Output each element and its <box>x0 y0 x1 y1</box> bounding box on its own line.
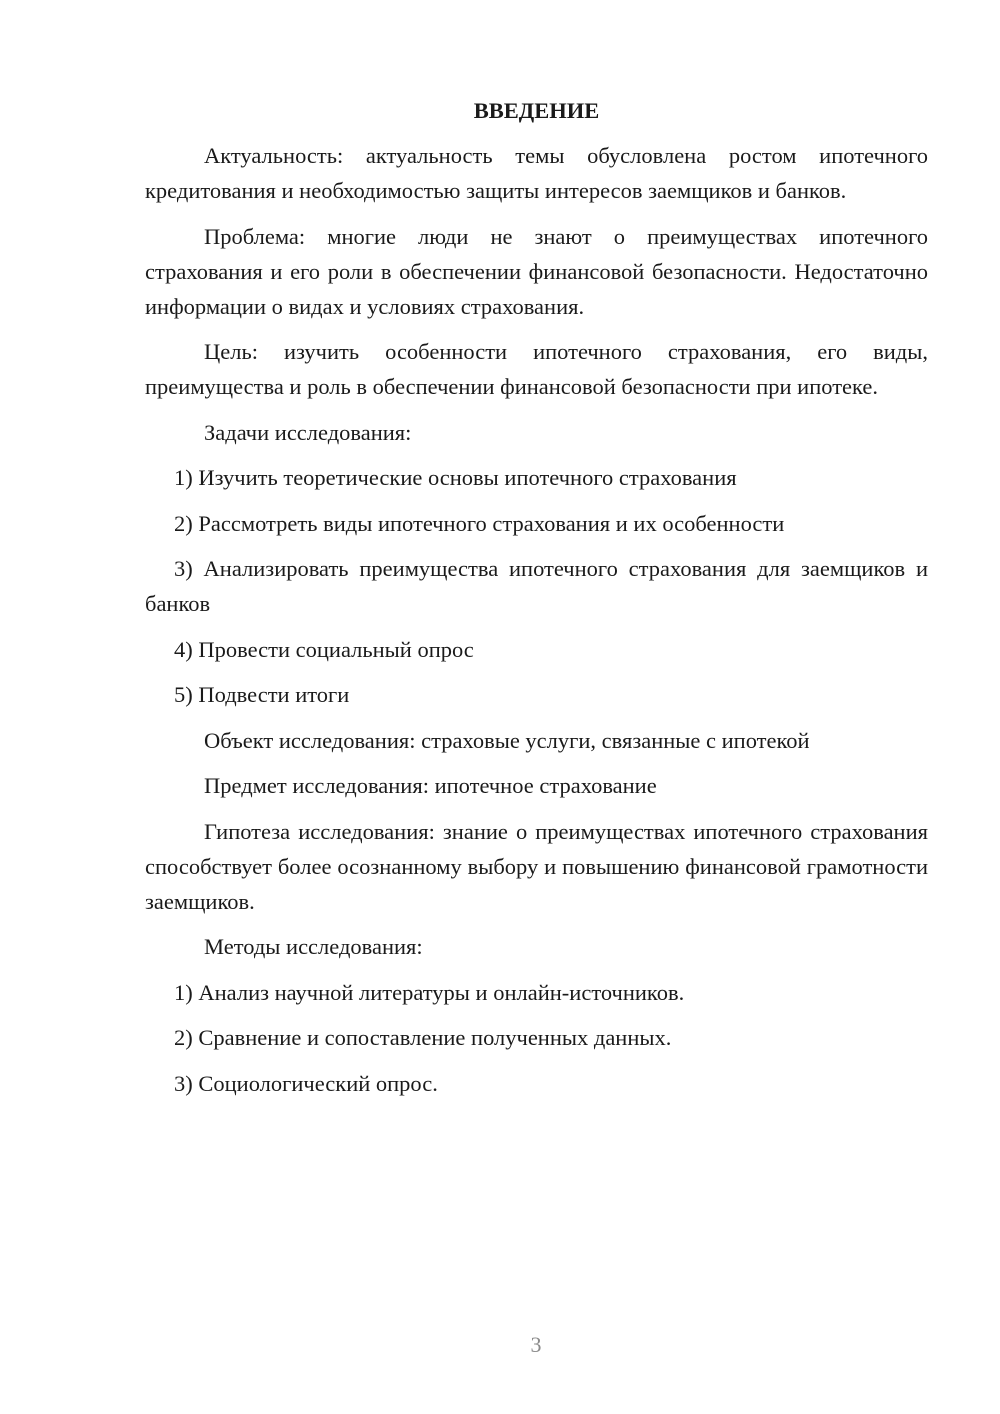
method-item: 1) Анализ научной литературы и онлайн-источников. <box>174 979 685 1005</box>
task-item: 3) Анализировать преимущества ипотечного страхования для заемщиков и банков <box>145 556 928 616</box>
page-number: 3 <box>530 1332 542 1357</box>
task-item: 2) Рассмотреть виды ипотечного страхования и их особенности <box>174 510 785 536</box>
method-item: 3) Социологический опрос. <box>174 1070 438 1096</box>
method-item: 2) Сравнение и сопоставление полученных данных. <box>174 1025 672 1050</box>
goal-paragraph: Цель: изучить особенности ипотечного страхования, его виды, преимущества и роль в обеспечении финансовой безопасности при ипотеке. <box>145 339 928 399</box>
hypothesis-paragraph: Гипотеза исследования: знание о преимуществах ипотечного страхования способствует более осознанному выбору и повышению финансовой грамотности заемщиков. <box>145 818 928 914</box>
tasks-heading: Задачи исследования: <box>204 419 412 445</box>
page-content <box>145 93 928 1111</box>
task-item: 1) Изучить теоретические основы ипотечного страхования <box>174 465 737 490</box>
methods-heading: Методы исследования: <box>204 934 423 959</box>
section-title: ВВЕДЕНИЕ <box>473 98 600 123</box>
relevance-paragraph: Актуальность: актуальность темы обусловлена ростом ипотечного кредитования и необходимостью защиты интересов заемщиков и банков. <box>145 143 928 203</box>
subject-paragraph: Предмет исследования: ипотечное страхование <box>204 773 657 798</box>
task-item: 4) Провести социальный опрос <box>174 636 474 662</box>
object-paragraph: Объект исследования: страховые услуги, связанные с ипотекой <box>204 727 810 753</box>
problem-paragraph: Проблема: многие люди не знают о преимуществах ипотечного страхования и его роли в обеспечении финансовой безопасности. Недостаточно информации о видах и условиях страхования. <box>145 223 928 319</box>
task-item: 5) Подвести итоги <box>174 682 350 707</box>
